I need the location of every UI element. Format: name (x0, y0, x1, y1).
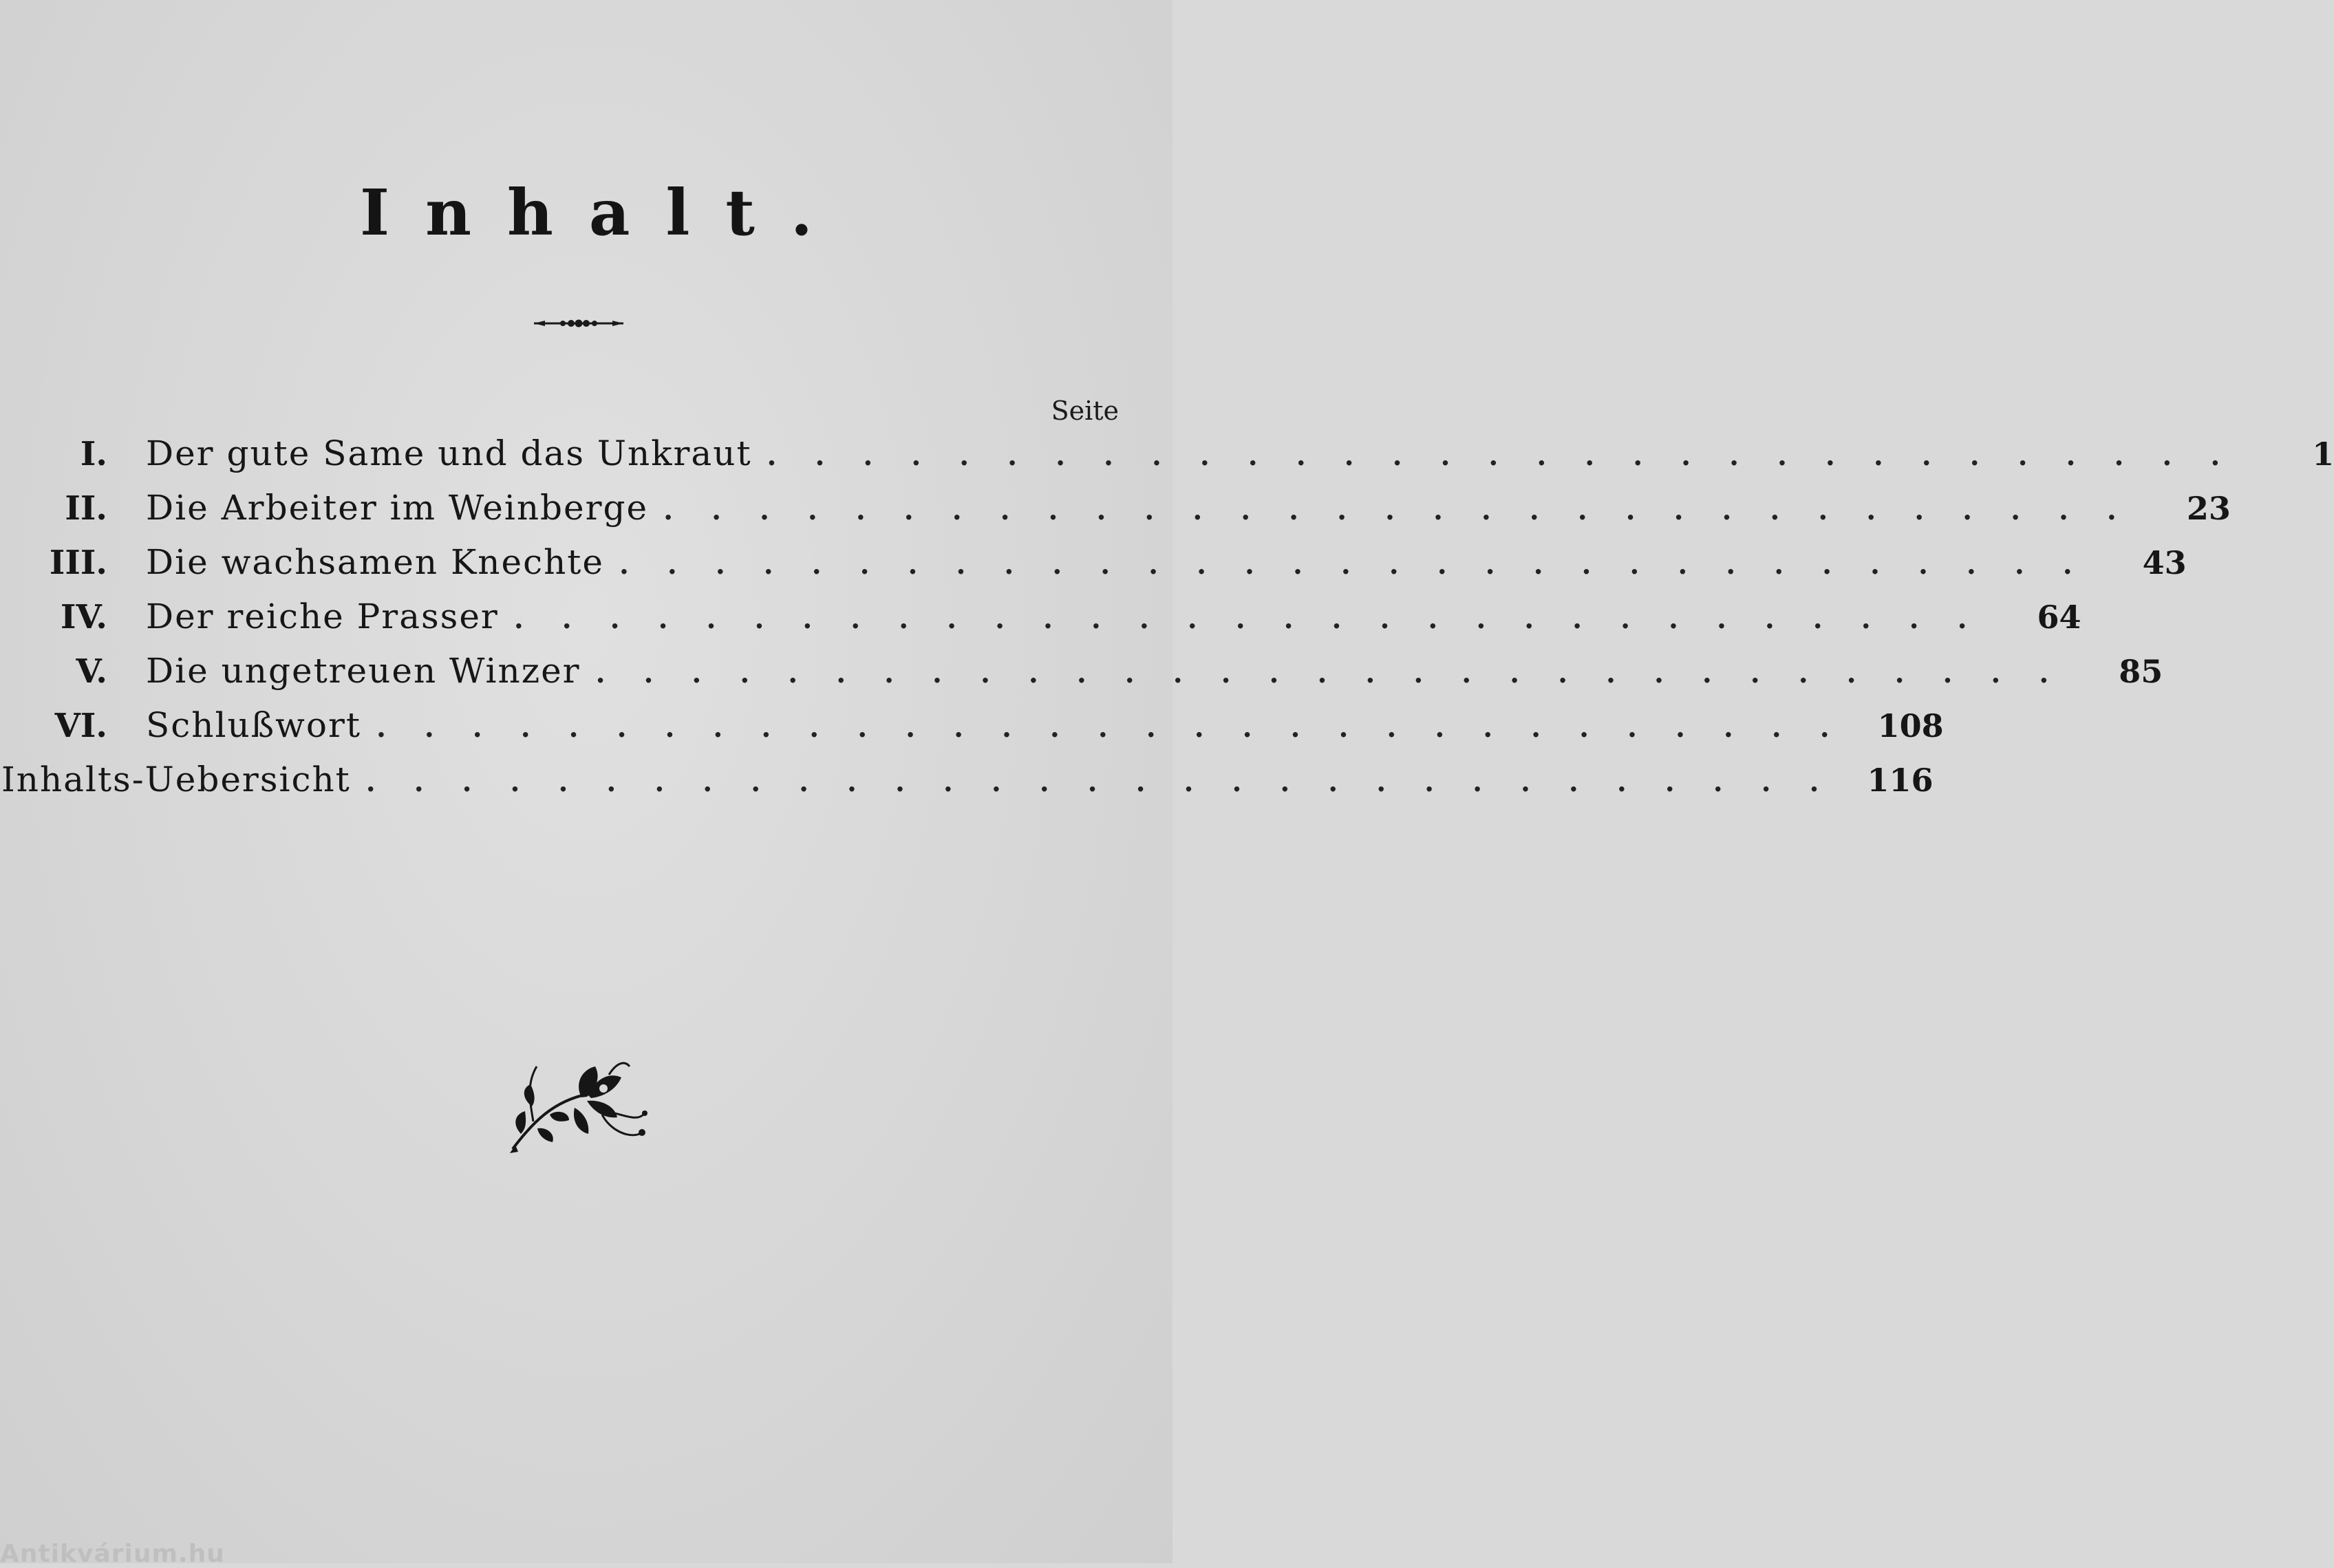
toc-entry (41, 705, 1944, 760)
table-of-contents (1, 433, 2334, 814)
page-column-header: Seite (1051, 396, 1119, 426)
toc-entry (41, 488, 2231, 542)
page-number: 85 (2119, 653, 2163, 690)
page-number: 64 (2037, 599, 2081, 636)
toc-entry (1, 760, 1934, 814)
toc-entry (41, 651, 2163, 705)
page-title: Inhalt. (360, 175, 848, 250)
dot-leader: ............................... (767, 440, 2259, 472)
chapter-number: II. (65, 489, 107, 528)
chapter-title: Inhalts-Uebersicht (1, 760, 351, 799)
dot-leader: ............................... (595, 657, 2088, 689)
chapter-title: Die ungetreuen Winzer (146, 651, 581, 691)
floral-fleuron-icon (506, 1046, 657, 1156)
page-number: 116 (1867, 762, 1934, 799)
page-number: 43 (2142, 544, 2187, 581)
chapter-title: Schlußwort (146, 705, 361, 745)
chapter-number: V. (76, 652, 107, 691)
dot-leader: ............................... (663, 494, 2155, 526)
chapter-number: III. (49, 544, 107, 582)
chapter-number: VI. (54, 707, 107, 745)
page-number: 108 (1877, 707, 1944, 744)
watermark-text: Antikvárium.hu (0, 1540, 225, 1568)
page-number: 23 (2186, 490, 2231, 527)
toc-entry (41, 433, 2334, 488)
dot-leader: ............................... (619, 548, 2111, 581)
page-number: 1 (2312, 436, 2334, 473)
ornamental-rule-icon (533, 315, 625, 332)
chapter-number: IV. (60, 598, 107, 636)
chapter-title: Die Arbeiter im Weinberge (146, 488, 649, 528)
dot-leader: ............................... (365, 766, 1858, 798)
chapter-title: Die wachsamen Knechte (146, 542, 604, 582)
toc-entry (41, 597, 2081, 651)
chapter-title: Der gute Same und das Unkraut (146, 433, 752, 473)
dot-leader: ............................... (513, 603, 2006, 635)
chapter-number: I. (80, 435, 107, 473)
dot-leader: ............................... (376, 711, 1868, 744)
toc-entry (41, 542, 2187, 597)
chapter-title: Der reiche Prasser (146, 597, 499, 636)
